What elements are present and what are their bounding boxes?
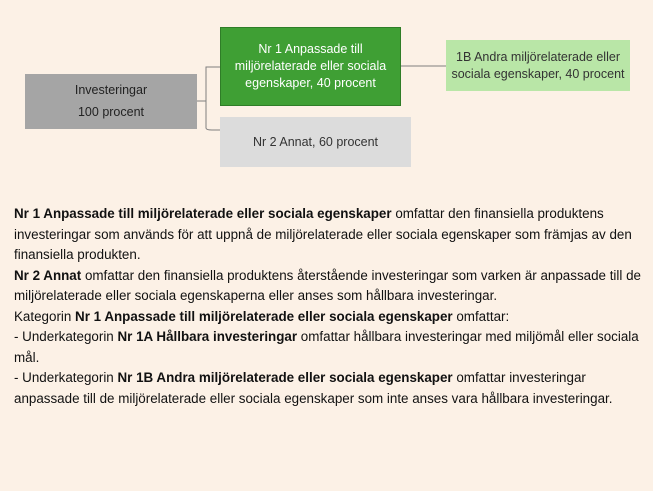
paragraph-1a-pre: - Underkategorin [14,329,118,344]
nr1-aligned-box [220,27,401,106]
paragraph-subcategory-1b [14,368,644,409]
paragraph-nr2 [14,266,644,307]
paragraph-1b-bold: Nr 1B Andra miljörelaterade eller sociala egenskaper [117,370,453,385]
paragraph-1b-pre: - Underkategorin [14,370,118,385]
paragraph-category-rest: omfattar: [452,308,510,324]
paragraph-category-bold: Nr 1 Anpassade till miljörelaterade eller sociala egenskaper [75,308,453,324]
investments-percent: 100 procent [77,104,145,119]
paragraph-nr1 [14,204,644,266]
investment-diagram [0,0,653,180]
paragraph-subcategory-1a [14,327,644,368]
paragraph-category [14,307,644,328]
paragraph-nr1-rest: omfattar den finansiella produktens investeringar som används för att uppnå de miljörelaterade eller sociala egenskaper som främjas av den finansiella produkten. [14,206,632,262]
nr1b-label: 1B Andra miljörelaterade eller sociala egenskaper, 40 procent [451,49,625,81]
connector-root-nr1 [197,67,220,101]
nr2-other-box [220,117,411,167]
investments-box [25,74,197,129]
paragraph-nr2-bold: Nr 2 Annat [14,267,82,283]
paragraph-1b-rest: omfattar investeringar anpassade till de miljörelaterade eller sociala egenskaper som inte anses vara hållbara investeringar. [14,370,613,406]
paragraph-category-pre: Kategorin [14,308,76,324]
paragraph-nr2-rest: omfattar den finansiella produktens återstående investeringar som varken är anpassade till de miljörelaterade eller sociala egenskaperna eller anses som hållbara investeringar. [14,267,641,303]
connector-root-nr2 [197,101,220,130]
investments-label: Investeringar [74,82,148,97]
explanation-text [14,204,644,409]
nr1b-other-characteristics-box [446,40,630,91]
paragraph-1a-rest: omfattar hållbara investeringar med miljömål eller sociala mål. [14,329,639,365]
paragraph-nr1-bold: Nr 1 Anpassade till miljörelaterade eller sociala egenskaper [14,206,392,221]
paragraph-1a-bold: Nr 1A Hållbara investeringar [117,329,298,344]
nr2-label: Nr 2 Annat, 60 procent [252,134,379,149]
nr1-label: Nr 1 Anpassade till miljörelaterade eller sociala egenskaper, 40 procent [234,42,387,90]
